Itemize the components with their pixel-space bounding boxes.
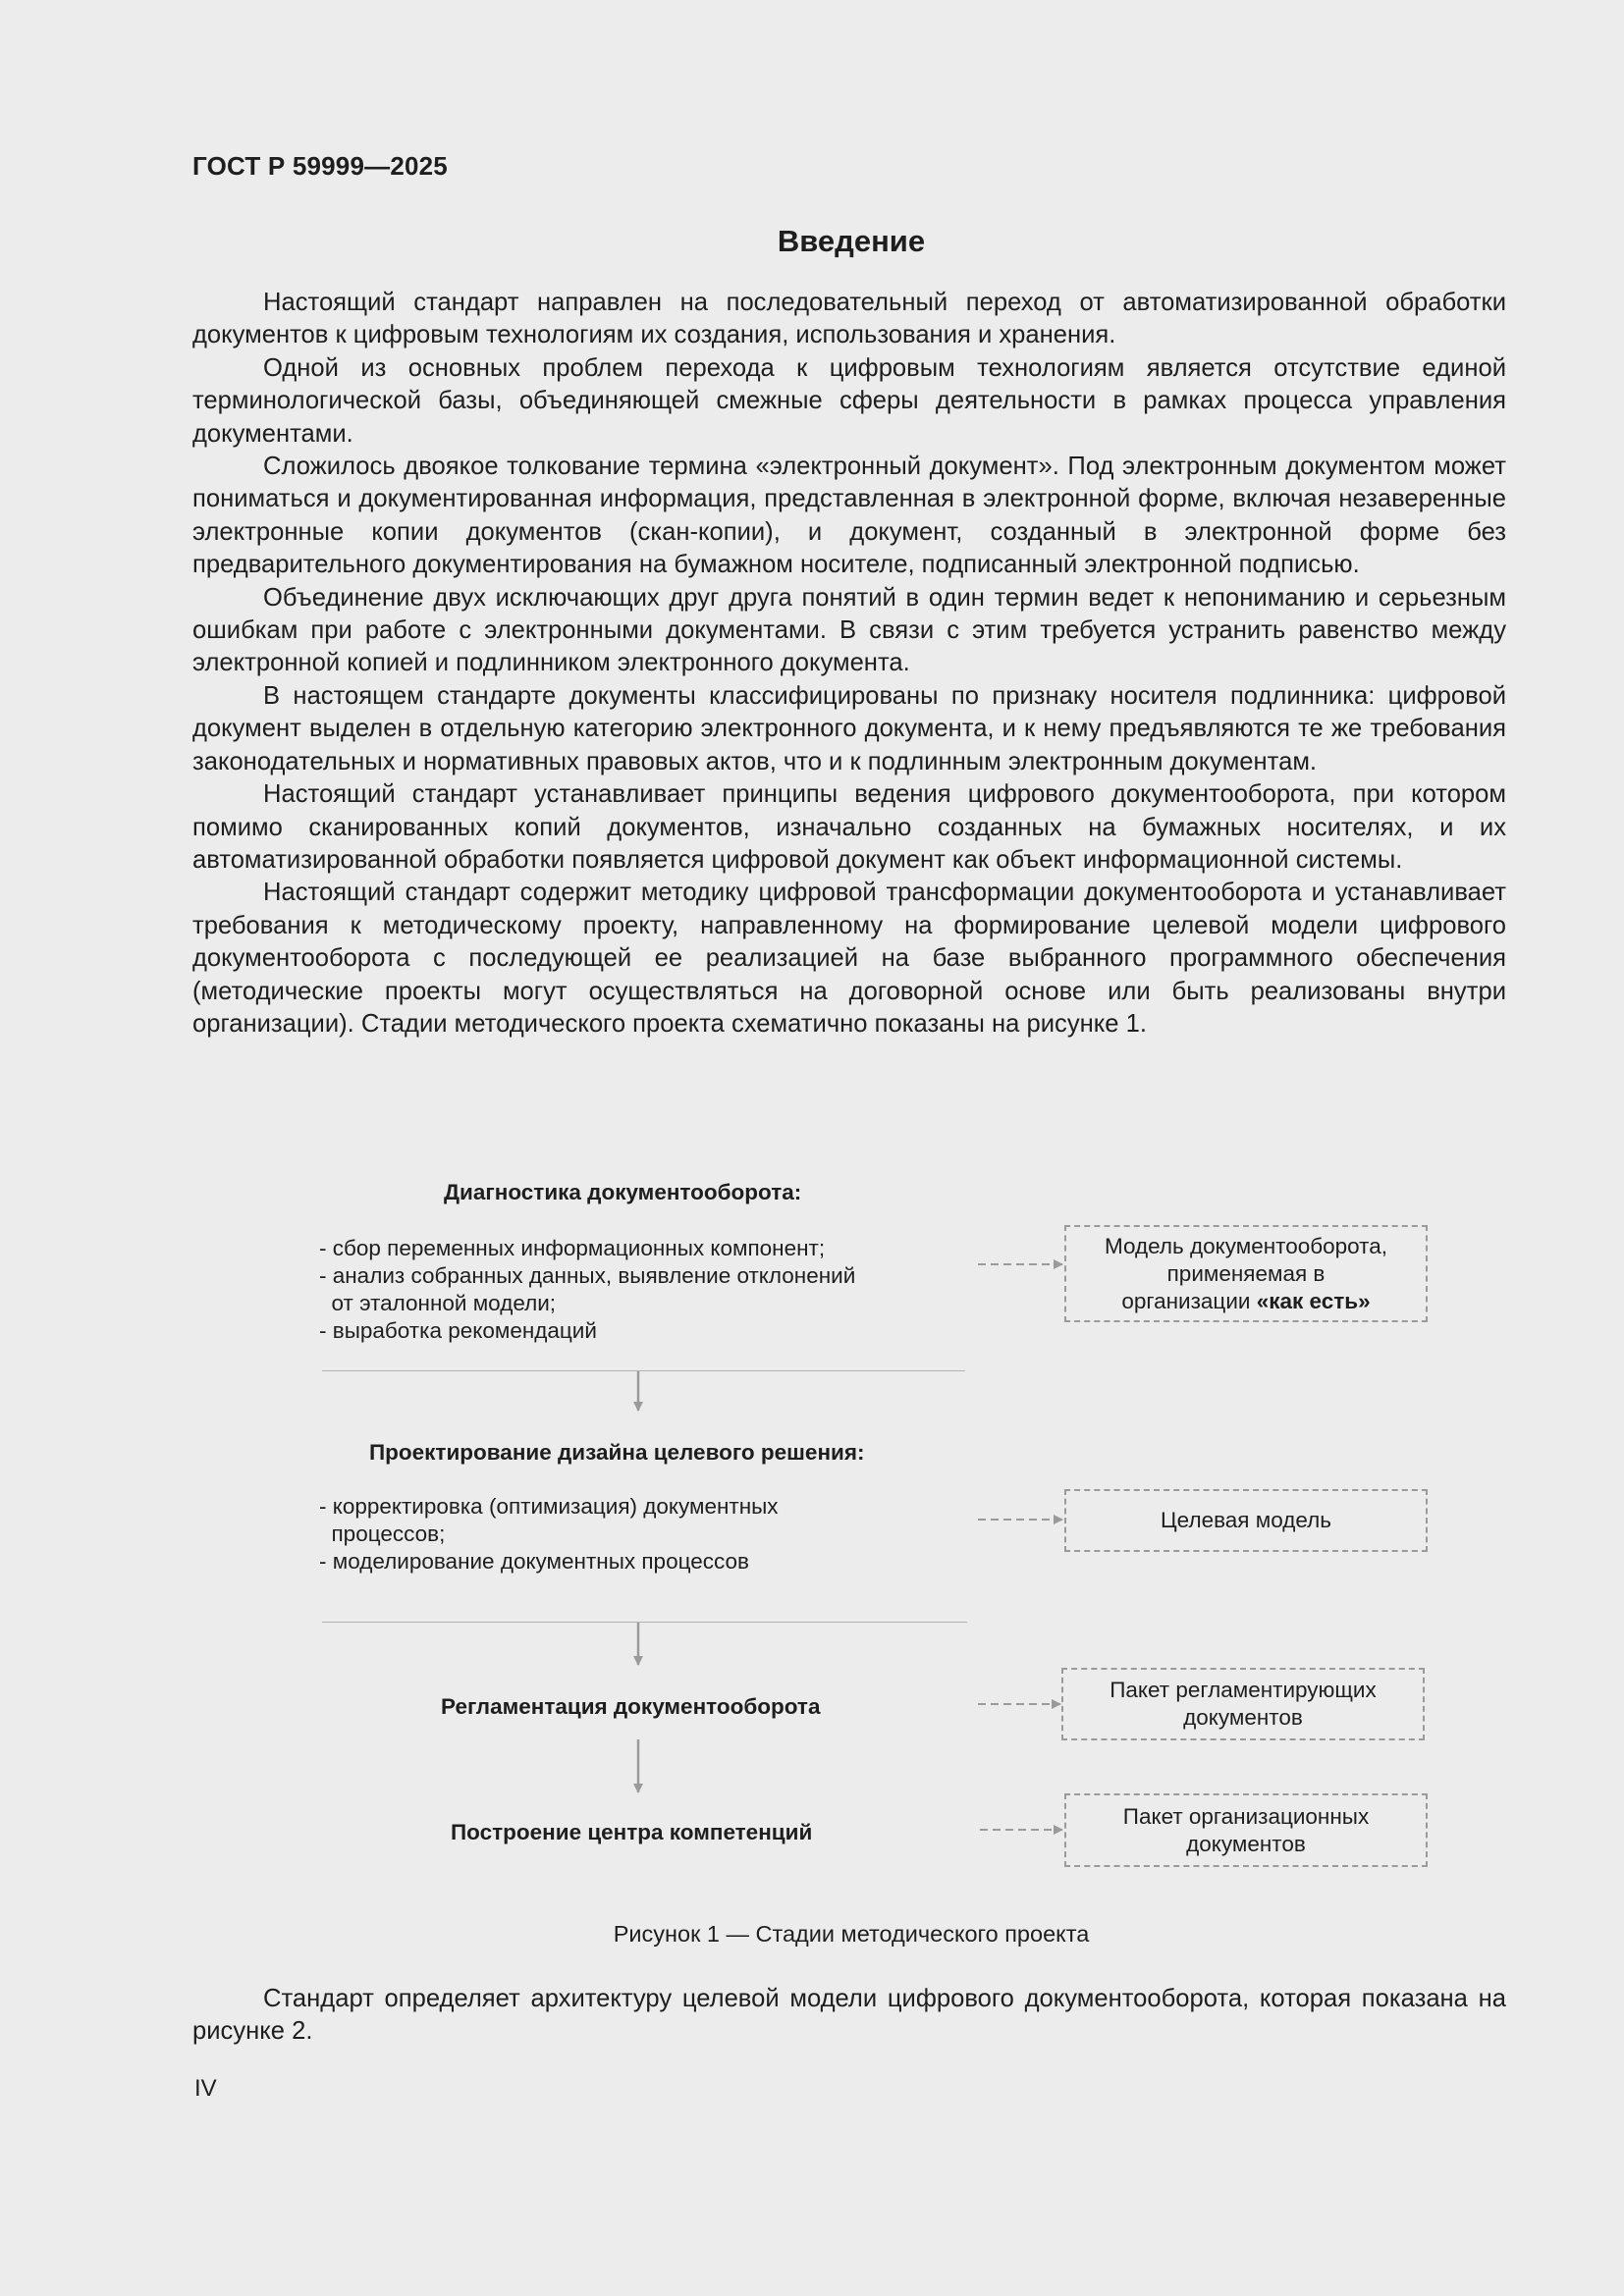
paragraph: В настоящем стандарте документы классифицированы по признаку носителя подлинника: цифровой документ выделен в отдельную категорию электронного документа, и к нему предъявляются те же требования законодательных и нормативных правовых актов, что и к подлинным электронным документам.	[192, 681, 1506, 775]
list-item: - моделирование документных процессов	[319, 1549, 749, 1574]
list-item: - корректировка (оптимизация) документных	[319, 1494, 779, 1519]
stage-regulation-title: Регламентация документооборота	[441, 1694, 821, 1719]
list-item: процессов;	[319, 1522, 446, 1546]
stage-diagnostics-list	[319, 1235, 855, 1345]
paragraph: Сложилось двоякое толкование термина «электронный документ». Под электронным документом может пониматься и документированная информация, представленная в электронной форме, включая незаверенные электронные копии документов (скан-копии), и документ, созданный в электронной форме без предварительного документирования на бумажном носителе, подписанный электронной подписью.	[192, 453, 1506, 579]
paragraph: Настоящий стандарт содержит методику цифровой трансформации документооборота и устанавливает требования к методическому проекту, направленному на формирование целевой модели цифрового документооборота с последующей ее реализацией на базе выбранного программного обеспечения (методические проекты могут осуществляться на договорной основе или быть реализованы внутри организации). Стадии методического проекта схематично показаны на рисунке 1.	[192, 879, 1506, 1038]
figure-caption: Рисунок 1 — Стадии методического проекта	[613, 1921, 1090, 1947]
document-code: ГОСТ Р 59999—2025	[192, 151, 448, 181]
box-text: Пакет регламентирующих	[1110, 1678, 1377, 1702]
as-is-model-box	[1064, 1225, 1428, 1322]
list-item: - выработка рекомендаций	[319, 1318, 597, 1343]
introduction-body	[192, 287, 1506, 1041]
paragraph: Настоящий стандарт направлен на последовательный переход от автоматизированной обработки документов к цифровым технологиям их создания, использования и хранения.	[192, 289, 1506, 349]
paragraph: Настоящий стандарт устанавливает принципы ведения цифрового документооборота, при котором помимо сканированных копий документов, изначально созданных на бумажных носителях, и их автоматизированной обработки появляется цифровой документ как объект информационной системы.	[192, 780, 1506, 874]
box-text-emphasis: «как есть»	[1256, 1288, 1371, 1313]
closing-paragraph: Стандарт определяет архитектуру целевой модели цифрового документооборота, которая показана на рисунке 2.	[192, 1985, 1506, 2046]
box-text: организации	[1121, 1288, 1257, 1313]
section-title: Введение	[777, 224, 926, 258]
organizational-package-box	[1064, 1793, 1428, 1867]
box-text: применяемая в	[1166, 1260, 1326, 1286]
box-text: документов	[1186, 1831, 1306, 1856]
page-number: IV	[194, 2075, 217, 2102]
stage-divider	[322, 1370, 965, 1371]
stage-divider	[322, 1622, 967, 1623]
stage-design-title: Проектирование дизайна целевого решения:	[369, 1440, 865, 1465]
target-model-box	[1064, 1489, 1428, 1552]
list-item: - анализ собранных данных, выявление отклонений	[319, 1263, 856, 1288]
box-text: документов	[1183, 1705, 1303, 1730]
box-text: Модель документооборота,	[1105, 1233, 1387, 1258]
list-item: - сбор переменных информационных компонент;	[319, 1236, 826, 1260]
list-item: от эталонной модели;	[319, 1291, 557, 1315]
stage-diagnostics-title: Диагностика документооборота:	[444, 1180, 802, 1204]
box-text: Пакет организационных	[1122, 1803, 1370, 1829]
stage-competence-center-title: Построение центра компетенций	[451, 1820, 813, 1844]
box-text: Целевая модель	[1161, 1508, 1331, 1532]
paragraph: Одной из основных проблем перехода к цифровым технологиям является отсутствие единой терминологической базы, объединяющей смежные сферы деятельности в рамках процесса управления документами.	[192, 353, 1506, 448]
regulation-package-box	[1061, 1668, 1425, 1740]
stage-design-list	[319, 1493, 779, 1575]
paragraph: Объединение двух исключающих друг друга понятий в один термин ведет к непониманию и серьезным ошибкам при работе с электронными документами. В связи с этим требуется устранить равенство между электронной копией и подлинником электронного документа.	[192, 583, 1506, 677]
